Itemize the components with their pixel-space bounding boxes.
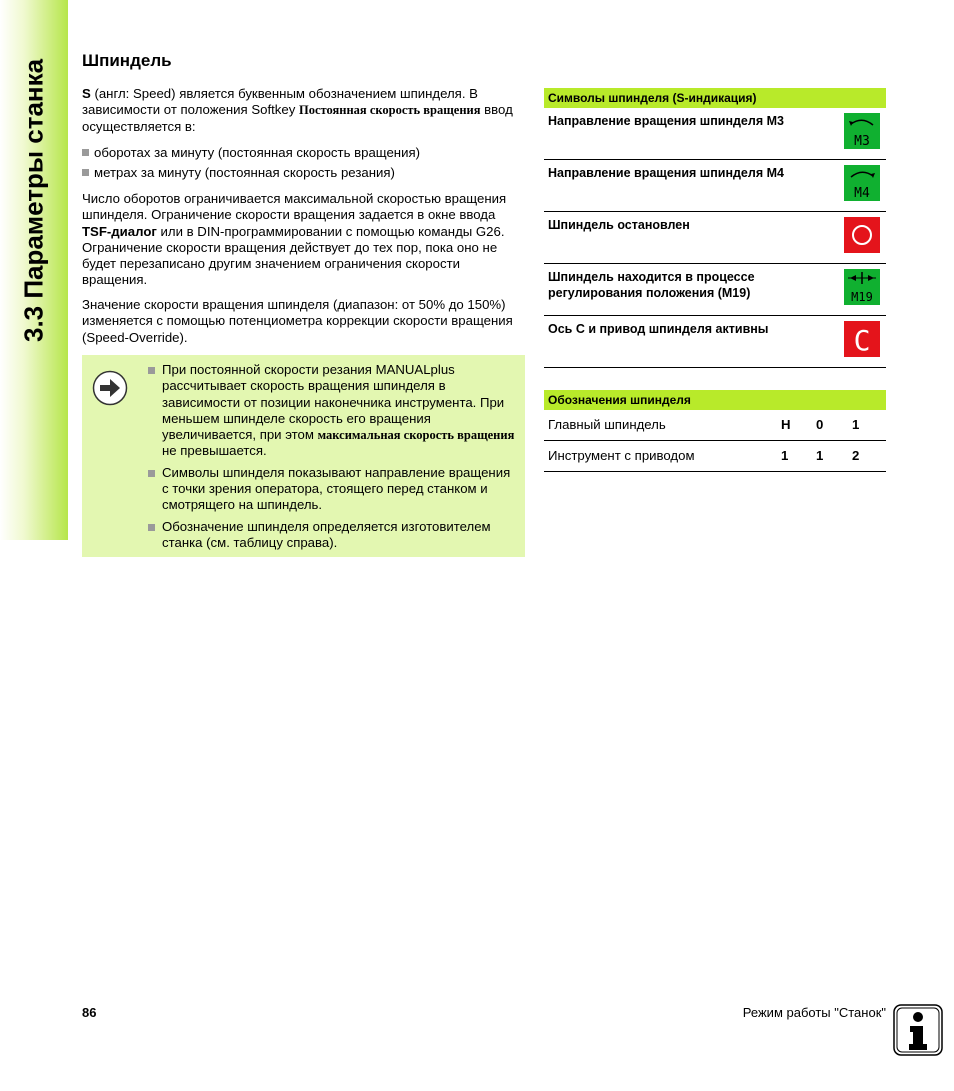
table-row: Инструмент с приводом 1 1 2 <box>544 441 886 472</box>
table-row: Шпиндель находится в процессе регулирования положения (M19) M19 <box>544 264 886 316</box>
list-item: метрах за минуту (постоянная скорость резания) <box>82 165 526 181</box>
spindle-symbols-table <box>544 88 886 368</box>
max-speed-term: максимальная скорость вращения <box>317 428 515 443</box>
bullet-square-icon <box>148 470 155 477</box>
table-row: Главный шпиндель H 0 1 <box>544 410 886 441</box>
override-paragraph: Значение скорости вращения шпинделя (диапазон: от 50% до 150%) изменяется с помощью потенциометра коррекции скорости вращения (Speed-Override). <box>82 297 513 345</box>
table-row: Шпиндель остановлен <box>544 212 886 264</box>
tsf-dialog-label: TSF-диалог <box>82 223 157 239</box>
spindle-m19-icon <box>844 269 880 305</box>
page-number: 86 <box>82 1005 97 1020</box>
bullet-square-icon <box>148 367 155 374</box>
bullet-square-icon <box>82 149 89 156</box>
svg-text:M3: M3 <box>854 134 870 149</box>
spindle-m3-icon <box>844 113 880 149</box>
table-row: Ось C и привод шпинделя активны C <box>544 316 886 368</box>
table-header: Символы шпинделя (S-индикация) <box>544 88 886 108</box>
svg-text:M19: M19 <box>851 290 873 304</box>
softkey-name: Постоянная скорость вращения <box>299 103 481 118</box>
table-row: Направление вращения шпинделя M3 M3 <box>544 108 886 160</box>
svg-text:C: C <box>853 324 871 357</box>
s-letter: S <box>82 86 91 101</box>
note-item: Символы шпинделя показывают направление вращения с точки зрения оператора, стоящего перед станком и смотрящего на шпиндель. <box>148 465 518 514</box>
speed-limit-paragraph: Число оборотов ограничивается максимальной скоростью вращения шпинделя. Ограничение скорости вращения задается в окне ввода TSF-диалог или в DIN-программировании с помощью команды G26. Ограничение скорости вращения действует до тех пор, пока оно не будет перезаписано другим значением ограничения скорости вращения. <box>82 191 507 288</box>
chapter-side-tab <box>0 0 68 540</box>
intro-text-1: (англ: Speed) является буквенным обозначением шпинделя. В зависимости от положения Softkey <box>82 86 478 118</box>
note-item: Обозначение шпинделя определяется изготовителем станка (см. таблицу справа). <box>148 519 518 552</box>
note-item: При постоянной скорости резания MANUALplus рассчитывает скорость вращения шпинделя в зависимости от позиции наконечника инструмента. При меньшем шпинделе скорость его вращения увеличивается, при этом максимальная скорость вращения не превышается. <box>148 362 518 460</box>
section-heading: Шпиндель <box>82 51 172 70</box>
spindle-designations-table <box>544 390 886 472</box>
spindle-stopped-icon <box>844 217 880 253</box>
chapter-title: 3.3 Параметры станка <box>18 58 49 342</box>
note-box <box>82 355 525 557</box>
list-item: оборотах за минуту (постоянная скорость вращения) <box>82 145 526 161</box>
c-axis-icon <box>844 321 880 357</box>
intro-paragraph <box>82 86 526 135</box>
table-row: Направление вращения шпинделя M4 M4 <box>544 160 886 212</box>
spindle-m4-icon <box>844 165 880 201</box>
bullet-square-icon <box>148 524 155 531</box>
bullet-list <box>82 145 526 182</box>
info-icon <box>893 1004 943 1056</box>
bullet-square-icon <box>82 169 89 176</box>
intro-text-2: ввод осуществляется в: <box>82 102 513 134</box>
footer-chapter-text: Режим работы "Станок" <box>742 1005 886 1020</box>
table-header: Обозначения шпинделя <box>544 390 886 410</box>
arrow-right-icon <box>92 370 128 406</box>
svg-text:M4: M4 <box>854 186 870 201</box>
